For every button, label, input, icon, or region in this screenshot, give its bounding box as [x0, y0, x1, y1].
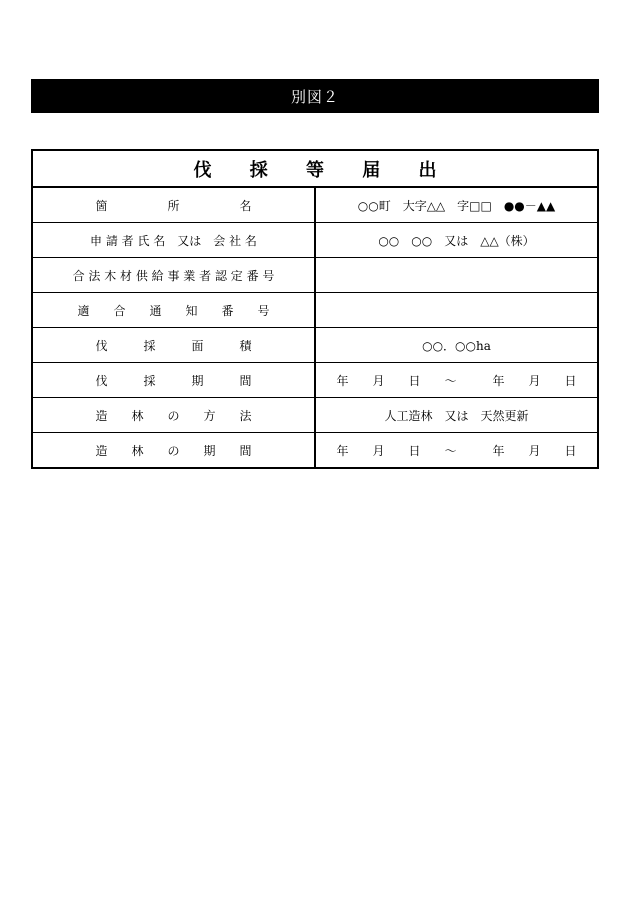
table-row: [32, 398, 598, 433]
row-value-location: ○○町 大字△△ 字□□ ●●－▲▲: [315, 187, 598, 223]
row-value-applicant: ○○ ○○ 又は △△（株）: [315, 223, 598, 258]
page-banner: 別図２: [31, 79, 599, 113]
table-row: [32, 363, 598, 398]
felling-notification-form: [31, 149, 599, 469]
row-label-felling-area: 伐 採 面 積: [32, 328, 315, 363]
row-label-felling-period: 伐 採 期 間: [32, 363, 315, 398]
row-label-conformity-number: 適 合 通 知 番 号: [32, 293, 315, 328]
table-row: [32, 328, 598, 363]
row-label-location: 箇 所 名: [32, 187, 315, 223]
row-value-reforestation-period: 年 月 日 ～ 年 月 日: [315, 433, 598, 469]
row-label-certification-number: 合 法 木 材 供 給 事 業 者 認 定 番 号: [32, 258, 315, 293]
form-title: 伐 採 等 届 出: [32, 150, 598, 187]
form-title-row: [32, 150, 598, 187]
table-row: [32, 433, 598, 469]
table-row: [32, 293, 598, 328]
row-label-applicant: 申 請 者 氏 名 又は 会 社 名: [32, 223, 315, 258]
table-row: [32, 223, 598, 258]
table-row: [32, 187, 598, 223]
row-value-reforestation-method: 人工造林 又は 天然更新: [315, 398, 598, 433]
row-value-certification-number: [315, 258, 598, 293]
row-value-felling-period: 年 月 日 ～ 年 月 日: [315, 363, 598, 398]
row-value-felling-area: ○○．○○ha: [315, 328, 598, 363]
table-row: [32, 258, 598, 293]
row-label-reforestation-period: 造 林 の 期 間: [32, 433, 315, 469]
row-label-reforestation-method: 造 林 の 方 法: [32, 398, 315, 433]
row-value-conformity-number: [315, 293, 598, 328]
